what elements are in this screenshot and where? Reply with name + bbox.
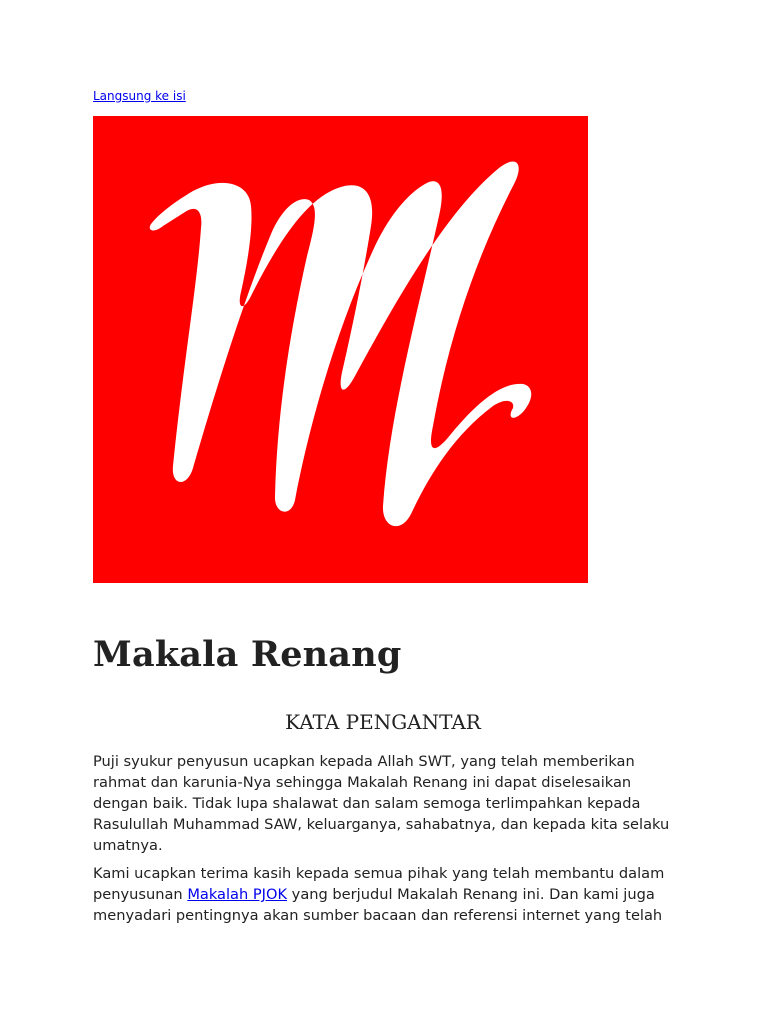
- article-title: Makala Renang: [93, 634, 402, 675]
- intro-paragraph: Puji syukur penyusun ucapkan kepada Allah SWT, yang telah memberikan rahmat dan karunia-Nya sehingga Makalah Renang ini dapat diselesaikan dengan baik. Tidak lupa shalawat dan salam semoga terlimpahkan kepada Rasulullah Muhammad SAW, keluarganya, sahabatnya, dan kepada kita selaku umatnya.: [93, 753, 670, 854]
- letter-m-logo-icon: [93, 116, 588, 583]
- thanks-paragraph-text-start: Kami ucapkan terima kasih kepada semua pihak yang telah membantu dalam penyusunan: [93, 865, 665, 903]
- site-logo: [93, 116, 588, 583]
- thanks-paragraph: [93, 863, 673, 926]
- section-heading: KATA PENGANTAR: [285, 710, 481, 734]
- thanks-paragraph-text-end: yang berjudul Makalah Renang ini. Dan kami juga menyadari pentingnya akan sumber bacaan dan referensi internet yang telah: [93, 886, 663, 924]
- makalah-pjok-link[interactable]: Makalah PJOK: [187, 886, 288, 903]
- skip-to-content-link[interactable]: Langsung ke isi: [93, 89, 186, 103]
